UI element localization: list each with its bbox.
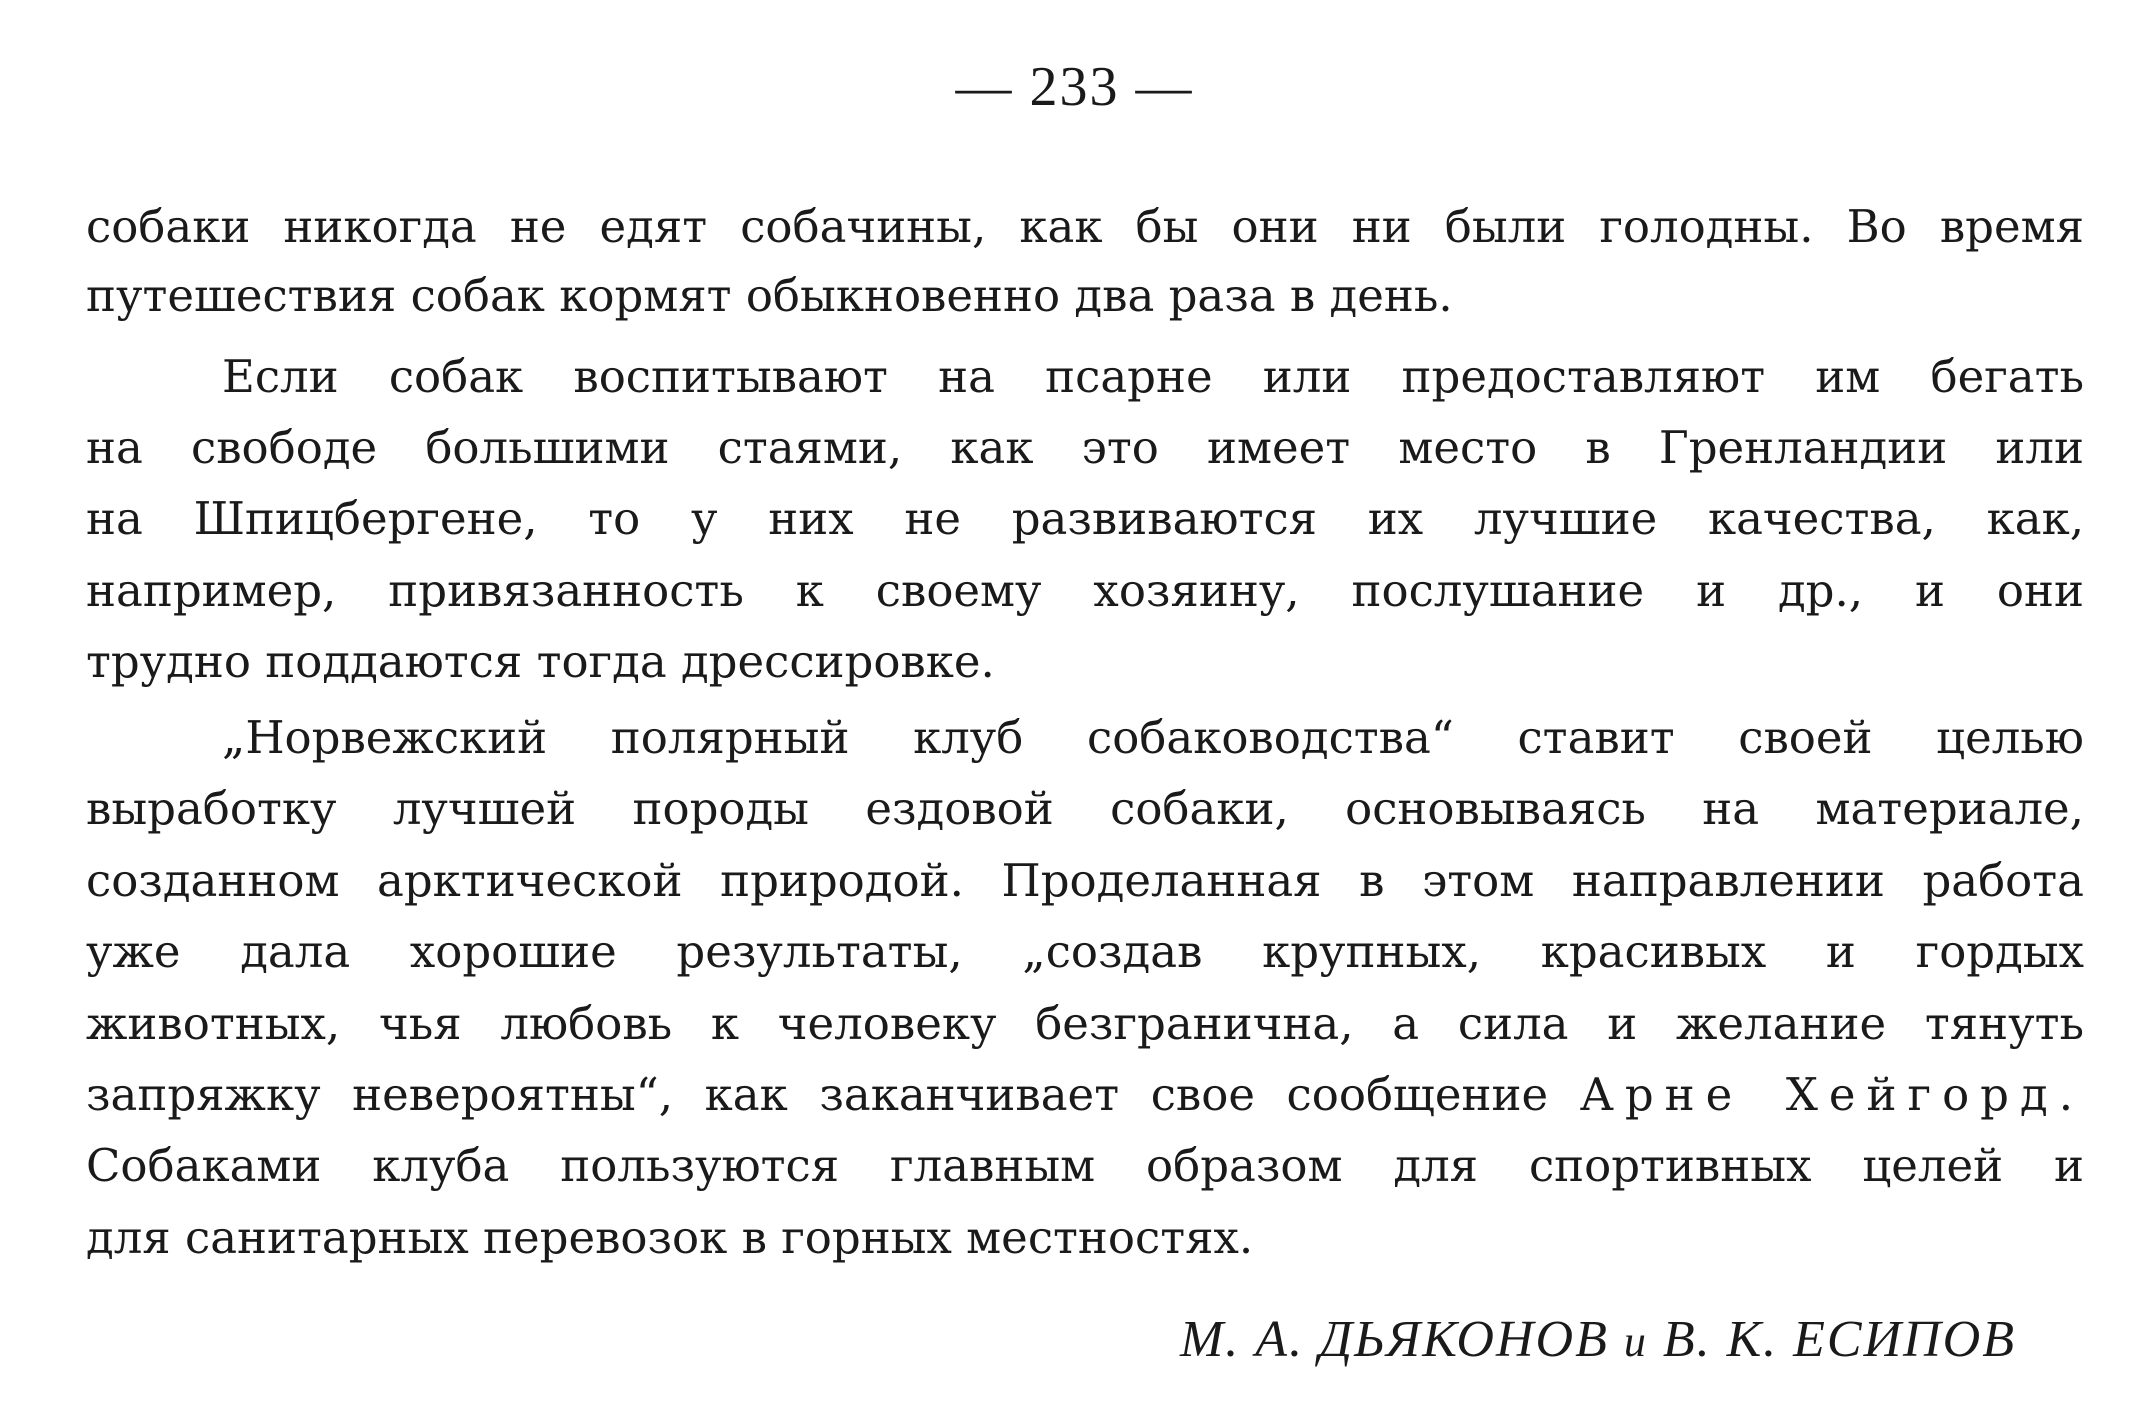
spaced-author-name: Арне Хейгорд.	[1579, 1068, 2084, 1121]
text-line-start: запряжку невероятны“, как заканчивает свое сообщение	[86, 1068, 1549, 1121]
text-line: на Шпицбергене, то у них не развиваются их лучшие качества, как,	[86, 492, 2084, 545]
text-line: уже дала хорошие результаты, „создав крупных, красивых и гордых	[86, 925, 2084, 978]
text-line: созданном арктической природой. Проделанная в этом направлении работа	[86, 854, 2084, 907]
page-number: — 233 —	[955, 56, 1194, 118]
text-line: для санитарных перевозок в горных местностях.	[86, 1211, 1254, 1264]
text-line: Если собак воспитывают на псарне или предоставляют им бегать	[222, 350, 2084, 403]
signature-conjunction: и	[1623, 1317, 1648, 1366]
text-line: например, привязанность к своему хозяину, послушание и др., и они	[86, 564, 2084, 617]
author-signature	[1180, 1305, 2016, 1377]
text-line: собаки никогда не едят собачины, как бы они ни были голодны. Во время	[86, 200, 2084, 253]
text-line-with-name	[86, 1060, 2084, 1130]
text-line: выработку лучшей породы ездовой собаки, основываясь на материале,	[86, 782, 2084, 835]
text-line: Собаками клуба пользуются главным образом для спортивных целей и	[86, 1139, 2084, 1192]
author-1: М. А. ДЬЯКОНОВ	[1179, 1311, 1609, 1368]
text-line: животных, чья любовь к человеку безгранична, а сила и желание тянуть	[86, 997, 2084, 1050]
text-line: путешествия собак кормят обыкновенно два раза в день.	[86, 269, 1453, 322]
text-line: „Норвежский полярный клуб собаководства“ ставит своей целью	[222, 711, 2084, 764]
text-line: на свободе большими стаями, как это имеет место в Гренландии или	[86, 421, 2084, 474]
text-line: трудно поддаются тогда дрессировке.	[86, 635, 995, 688]
author-2: В. К. ЕСИПОВ	[1662, 1311, 2016, 1368]
